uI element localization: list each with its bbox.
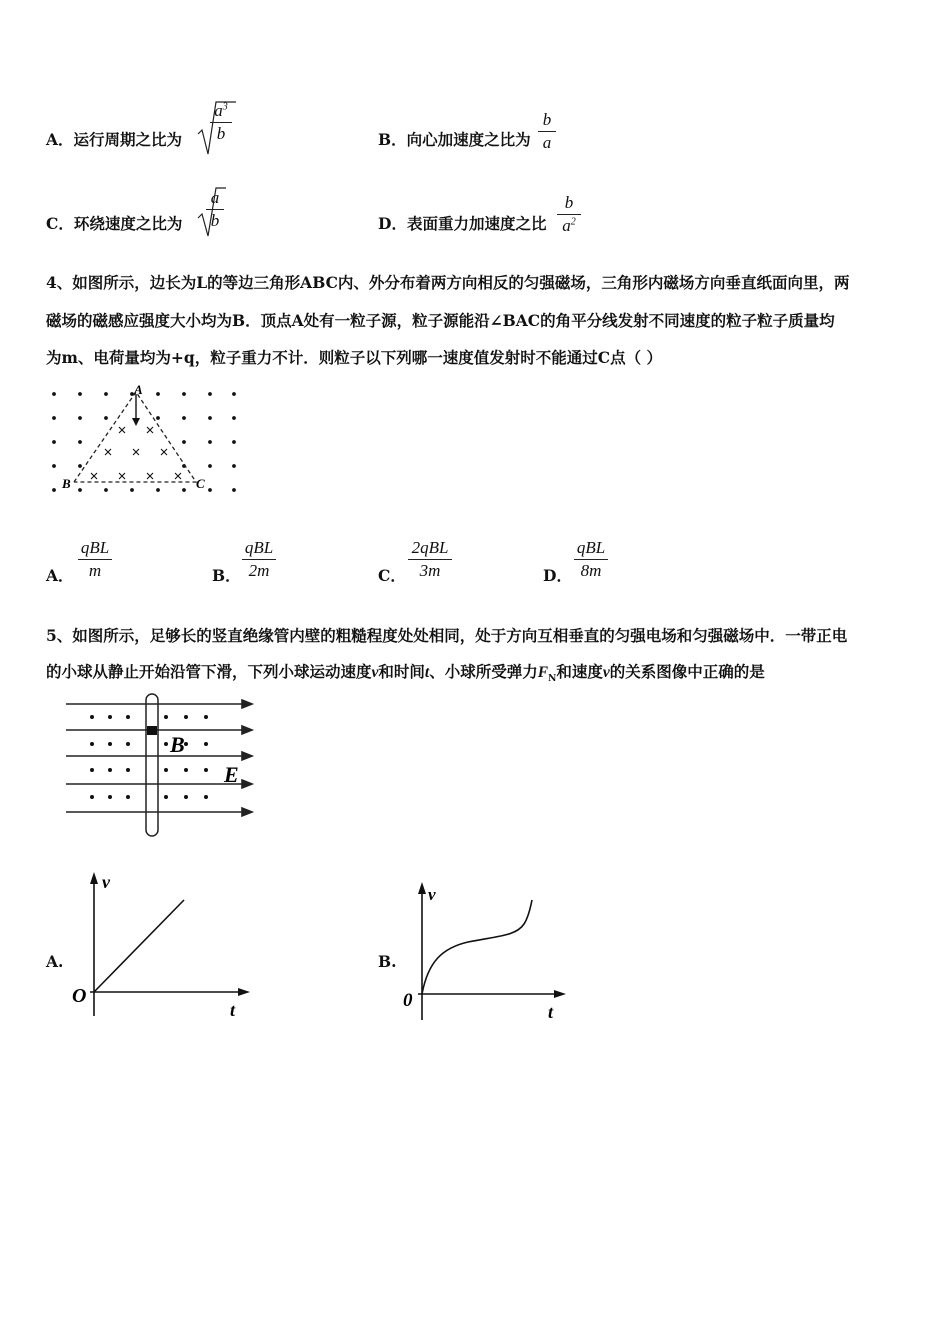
q3-option-c[interactable] xyxy=(46,212,182,234)
field-dot xyxy=(204,715,208,719)
field-dot xyxy=(164,795,168,799)
q5-option-b[interactable] xyxy=(378,952,397,971)
field-cross xyxy=(91,473,97,479)
field-dot xyxy=(208,464,212,468)
field-dot xyxy=(232,488,236,492)
field-cross xyxy=(119,427,125,433)
q4-option-d-fraction: qBL 8m xyxy=(574,538,608,581)
q4-option-c-fraction: 2qBL 3m xyxy=(408,538,452,581)
q5-figure xyxy=(62,690,262,846)
field-cross xyxy=(147,473,153,479)
arrow-right-icon xyxy=(242,700,252,708)
q5-stem-line-1: 5、如图所示，足够长的竖直绝缘管内壁的粗糙程度处处相同，处于方向互相垂直的匀强电场和匀强磁场中．一带正电 xyxy=(46,626,848,645)
field-dot xyxy=(78,488,82,492)
velocity-time-graph-linear xyxy=(66,870,256,1022)
field-b-label: B xyxy=(170,732,185,757)
field-dot xyxy=(90,795,94,799)
option-letter: A. xyxy=(46,952,64,971)
field-cross xyxy=(175,473,181,479)
option-letter: C． xyxy=(46,214,74,233)
option-letter: B. xyxy=(378,952,397,971)
graph-a-x-label: t xyxy=(230,1000,236,1020)
q5-option-a[interactable] xyxy=(46,952,63,971)
q5-graph-b xyxy=(398,876,578,1030)
q3-option-b[interactable] xyxy=(378,128,531,150)
vertex-b-label: B xyxy=(62,476,71,491)
option-text: 表面重力加速度之比 xyxy=(406,214,547,233)
field-dot xyxy=(204,742,208,746)
field-dot xyxy=(184,768,188,772)
field-dot xyxy=(52,440,56,444)
q5-graph-a xyxy=(66,870,256,1026)
field-dot xyxy=(78,416,82,420)
vertex-c-label: C xyxy=(196,476,205,491)
option-text: 运行周期之比为 xyxy=(73,130,183,149)
field-dot xyxy=(126,795,130,799)
q4-option-a[interactable] xyxy=(46,564,74,586)
field-dot xyxy=(52,464,56,468)
field-dot xyxy=(126,715,130,719)
field-dot xyxy=(184,715,188,719)
q4-stem-line-1: 4、如图所示，边长为L的等边三角形ABC内、外分布着两方向相反的匀强磁场，三角形内磁场方向垂直纸面向里，两 xyxy=(46,273,850,292)
graph-a-origin-label: O xyxy=(72,985,87,1007)
q3-option-d[interactable] xyxy=(378,212,546,234)
q4-figure xyxy=(46,382,246,504)
q3-option-a-fraction: $a^3$ b xyxy=(210,101,232,144)
field-dot xyxy=(232,416,236,420)
field-cross xyxy=(133,449,139,455)
field-dot xyxy=(164,768,168,772)
field-dot xyxy=(208,488,212,492)
field-dot xyxy=(208,440,212,444)
q4-option-b-fraction: qBL 2m xyxy=(242,538,276,581)
field-dot xyxy=(52,392,56,396)
q4-option-b[interactable] xyxy=(212,564,241,586)
field-dot xyxy=(184,795,188,799)
q4-option-d[interactable] xyxy=(543,564,572,586)
field-cross xyxy=(147,427,153,433)
field-dot xyxy=(182,488,186,492)
arrow-right-icon xyxy=(242,752,252,760)
field-dot xyxy=(108,715,112,719)
field-dot xyxy=(208,416,212,420)
field-e-label: E xyxy=(224,762,239,787)
velocity-time-graph-curve xyxy=(398,876,578,1026)
field-dot xyxy=(108,742,112,746)
field-dot xyxy=(182,392,186,396)
option-letter: A． xyxy=(46,130,74,149)
option-text: 环绕速度之比为 xyxy=(73,214,183,233)
field-dot xyxy=(156,488,160,492)
graph-b-y-label: v xyxy=(428,885,436,904)
field-dot xyxy=(78,392,82,396)
option-letter: A． xyxy=(46,566,74,585)
field-dot xyxy=(156,416,160,420)
option-text: 向心加速度之比为 xyxy=(406,130,531,149)
graph-b-x-label: t xyxy=(548,1002,554,1022)
field-dot xyxy=(164,742,168,746)
q4-option-c[interactable] xyxy=(378,564,406,586)
field-cross xyxy=(161,449,167,455)
field-dot xyxy=(52,488,56,492)
field-dot xyxy=(208,392,212,396)
arrow-right-icon xyxy=(242,780,252,788)
field-dot xyxy=(232,440,236,444)
graph-b-origin-label: 0 xyxy=(403,990,413,1011)
field-dot xyxy=(90,742,94,746)
field-dot xyxy=(104,392,108,396)
q4-stem-line-3: 为m、电荷量均为+q，粒子重力不计．则粒子以下列哪一速度值发射时不能通过C点（ ） xyxy=(46,348,662,367)
magnetic-field-triangle-diagram xyxy=(46,382,246,500)
option-letter: D． xyxy=(543,566,572,585)
field-dot xyxy=(78,440,82,444)
q3-option-d-fraction: b $a^2$ xyxy=(557,193,581,236)
field-dot xyxy=(104,488,108,492)
field-dot xyxy=(126,742,130,746)
field-cross xyxy=(119,473,125,479)
option-letter: B． xyxy=(212,566,241,585)
q5-stem-line-2: 的小球从静止开始沿管下滑，下列小球运动速度v和时间t、小球所受弹力$F_N$和速度v的关系图像中正确的是 xyxy=(46,662,765,685)
vertex-a-label: A xyxy=(134,382,143,397)
field-dot xyxy=(204,795,208,799)
q3-option-a[interactable] xyxy=(46,128,182,150)
arrow-right-icon xyxy=(242,808,252,816)
field-dot xyxy=(182,416,186,420)
option-letter: B． xyxy=(378,130,407,149)
option-letter: C． xyxy=(378,566,406,585)
field-dot xyxy=(204,768,208,772)
field-dot xyxy=(90,768,94,772)
field-dot xyxy=(156,392,160,396)
option-letter: D． xyxy=(378,214,407,233)
field-cross xyxy=(105,449,111,455)
field-dot xyxy=(78,464,82,468)
field-dot xyxy=(130,488,134,492)
field-dot xyxy=(232,392,236,396)
field-dot xyxy=(126,768,130,772)
field-dot xyxy=(90,715,94,719)
field-dot xyxy=(52,416,56,420)
field-dot xyxy=(164,715,168,719)
q4-stem-line-2: 磁场的磁感应强度大小均为B．顶点A处有一粒子源，粒子源能沿∠BAC的角平分线发射不同速度的粒子粒子质量均 xyxy=(46,311,835,330)
field-dot xyxy=(104,416,108,420)
field-dot xyxy=(232,464,236,468)
tube-in-fields-diagram xyxy=(62,690,262,842)
q4-option-a-fraction: qBL m xyxy=(78,538,112,581)
field-dot xyxy=(108,795,112,799)
field-dot xyxy=(108,768,112,772)
q3-option-c-fraction: a b xyxy=(206,188,224,231)
q3-option-b-fraction: b a xyxy=(538,110,556,153)
arrow-right-icon xyxy=(242,726,252,734)
graph-a-y-label: v xyxy=(102,872,110,892)
field-dot xyxy=(182,440,186,444)
